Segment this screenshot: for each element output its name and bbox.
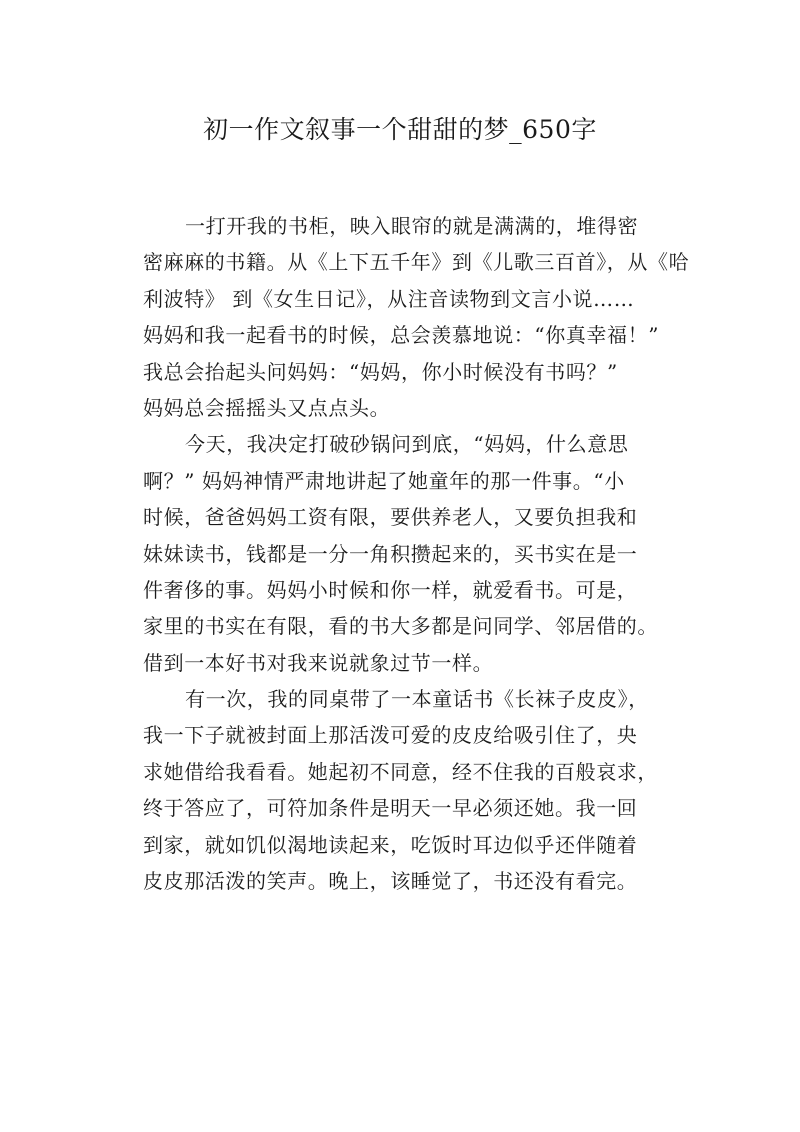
document-title: 初一作文叙事一个甜甜的梦_650字 [203,115,597,144]
text-line: 我总会抬起头问妈妈：“妈妈，你小时候没有书吗？” [143,359,618,384]
text-line: 到家，就如饥似渴地读起来，吃饭时耳边似乎还伴随着 [143,832,638,857]
text-line: 借到一本好书对我来说就象过节一样。 [143,650,494,675]
text-line: 妹妹读书，钱都是一分一角积攒起来的，买书实在是一 [143,541,638,566]
text-line: 妈妈和我一起看书的时候，总会羡慕地说：“你真幸福！” [143,323,660,348]
text-line: 时候，爸爸妈妈工资有限，要供养老人，又要负担我和 [143,505,638,530]
text-line: 件奢侈的事。妈妈小时候和你一样，就爱看书。可是， [143,577,638,602]
text-line: 终于答应了，可符加条件是明天一早必须还她。我一回 [143,796,638,821]
text-line: 家里的书实在有限，看的书大多都是问同学、邻居借的。 [143,614,658,639]
text-line: 我一下子就被封面上那活泼可爱的皮皮给吸引住了，央 [143,723,638,748]
text-line: 求她借给我看看。她起初不同意，经不住我的百般哀求， [143,759,658,784]
text-line: 一打开我的书柜，映入眼帘的就是满满的，堆得密 [185,214,639,238]
text-line: 今天，我决定打破砂锅问到底，“妈妈，什么意思 [185,432,629,457]
text-line: 利波特》 到《女生日记》，从注音读物到文言小说…… [143,286,635,311]
text-line: 有一次，我的同桌带了一本童话书《长袜子皮皮》， [185,687,649,712]
text-line: 皮皮那活泼的笑声。晚上，该睡觉了，书还没有看完。 [143,869,638,894]
text-line: 啊？” 妈妈神情严肃地讲起了她童年的那一件事。“小 [143,468,625,493]
document-body [143,208,690,899]
text-line: 妈妈总会摇摇头又点点头。 [143,395,391,420]
text-line: 密麻麻的书籍。从《上下五千年》到《儿歌三百首》，从《哈 [143,250,690,275]
